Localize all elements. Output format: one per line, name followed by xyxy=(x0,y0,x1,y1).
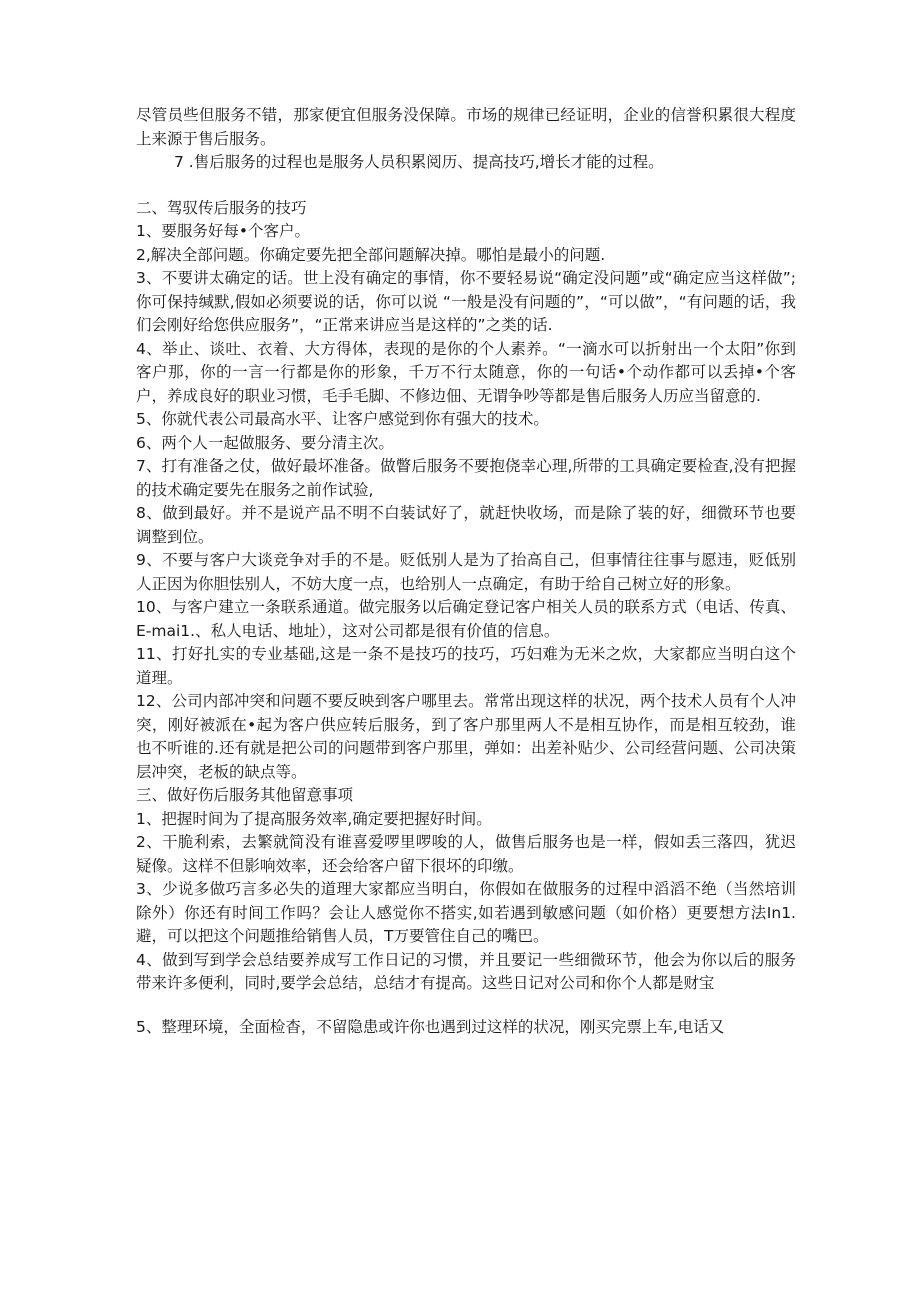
list-item-2-3: 3、不要讲太确定的话。世上没有确定的事情，你不要轻易说“确定没问题”或“确定应当这样做”;你可保持缄默,假如必须要说的话，你可以说 “一般是没有问题的”，“可以做”，“有问题的话，我们会刚好给您供应服务”，“正常来讲应当是这样的”之类的话. xyxy=(136,269,796,334)
list-item-3-1: 1、把握时间为了提高服务效率,确定要把握好时间。 xyxy=(136,809,492,828)
list-item-2-11: 11、打好扎实的专业基础,这是一条不是技巧的技巧，巧妇难为无米之炊，大家都应当明白这个道理。 xyxy=(136,645,796,687)
list-item-2-4: 4、举止、谈吐、衣着、大方得体，表现的是你的个人素养。“一滴水可以折射出一个太阳”你到客户那，你的一言一行都是你的形象，千万不行太随意，你的一句话•个动作都可以丢掉•个客户，养成良好的职业习惯，毛手毛脚、不修边佃、无谓争吵等都是售后服务人历应当留意的. xyxy=(136,339,796,405)
list-item-2-10: 10、与客户建立一条联系通道。做完服务以后确定登记客户相关人员的联系方式（电话、传真、E-mai1.、私人电话、地址），这对公司都是很有价值的信息。 xyxy=(136,598,796,640)
section-heading-2: 二、驾驭传后服务的技巧 xyxy=(136,198,307,217)
list-item-2-6: 6、两个人一起做服务、要分清主次。 xyxy=(136,433,394,452)
paragraph-intro-continuation: 尽管员些但服务不错，那家便宜但服务没保障。市场的规律已经证明，企业的信誉积累很大程度上来源于售后服务。 xyxy=(136,106,796,148)
list-item-3-5: 5、整理环境，全面检杳，不留隐患或许你也遇到过这样的状况，刚买完票上车,电话又 xyxy=(136,1017,725,1036)
list-item-2-5: 5、你就代表公司最高水平、让客户感觉到你有强大的技术。 xyxy=(136,410,549,428)
list-item-3-3: 3、少说多做巧言多必失的道理大家都应当明白，你假如在做服务的过程中滔滔不绝（当然培训除外）你还有时间工作吗？会让人感觉你不搭实,如若遇到敏感问题（如价格）更要想方法In1.避，可以把这个问题推给销售人员，T万要管住自己的嘴巴。 xyxy=(136,880,796,945)
paragraph-point-7: 7 .售后服务的过程也是服务人员积累阅历、提高技巧,增长才能的过程。 xyxy=(174,153,664,171)
document-page xyxy=(136,104,796,1039)
list-item-2-7: 7、打有准备之仗，做好最坏准备。做瞥后服务不要抱侥幸心理,所带的工具确定要检查,没有把握的技术确定要先在服务之前作试验, xyxy=(136,457,796,499)
section-heading-3: 三、做好伤后服务其他留意事项 xyxy=(136,786,354,804)
list-item-2-9: 9、不要与客户大谈竞争对手的不是。贬低别人是为了抬高自己，但事情往往事与愿违，贬低别人正因为你胆怯别人，不妨大度一点，也给别人一点确定，有助于给自己树立好的形象。 xyxy=(136,551,796,593)
list-item-2-8: 8、做到最好。并不是说产品不明不白装试好了，就赶快收场，而是除了装的好，细微环节也要调整到位。 xyxy=(136,504,796,546)
list-item-3-4: 4、做到写到学会总结要养成写工作日记的习惯，并且要记一些细微环节，他会为你以后的服务带来许多便利，同时,要学会总结，总结才有提高。这些日记对公司和你个人都是财宝 xyxy=(136,950,796,992)
list-item-2-12: 12、公司内部冲突和问题不要反映到客户哪里去。常常出现这样的状况，两个技术人员有个人冲突，刚好被派在•起为客户供应转后服务，到了客户那里两人不是相互协作，而是相互较劲，谁也不听谁的.还有就是把公司的问题带到客户那里，弹如：出差补贴少、公司经营问题、公司决策层冲突，老板的缺点等。 xyxy=(136,692,796,781)
list-item-2-1: 1、要服务好每•个客户。 xyxy=(136,222,311,240)
list-item-2-2: 2,解决全部问题。你确定要先把全部问题解决掉。哪怕是最小的问题. xyxy=(136,245,606,264)
list-item-3-2: 2、干脆利索，去繁就简没有谁喜爱啰里啰唆的人，做售后服务也是一样，假如丢三落四，犹迟疑像。这样不但影响效率，还会给客户留下很坏的印缴。 xyxy=(136,833,796,875)
